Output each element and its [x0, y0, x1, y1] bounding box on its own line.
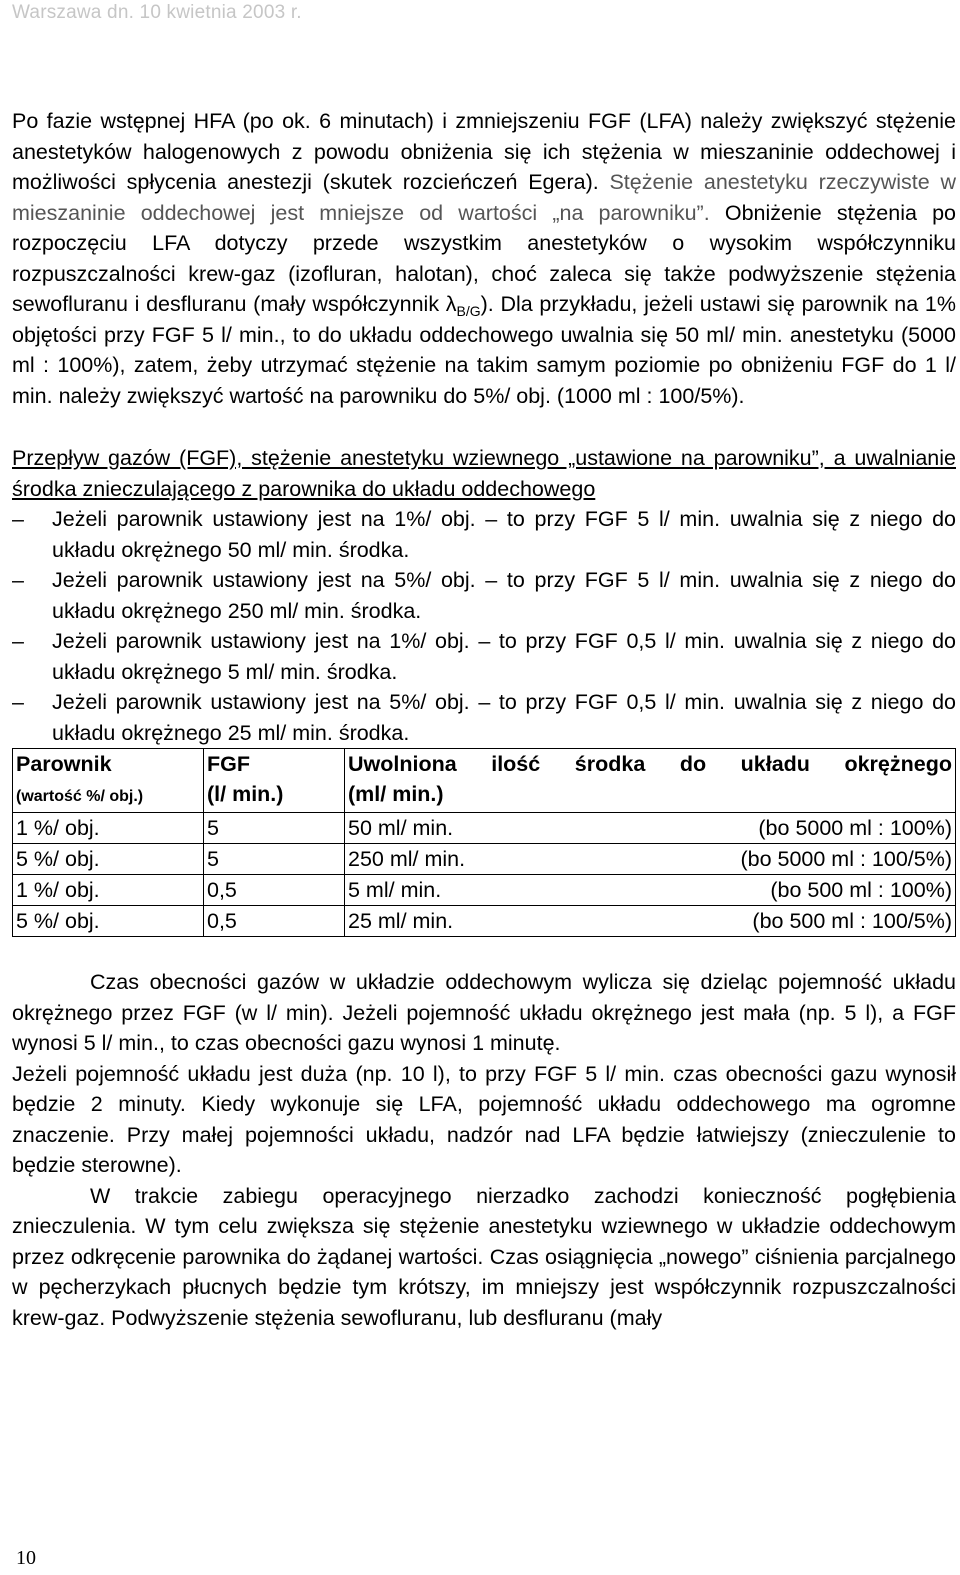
dash-bullet: –: [12, 568, 24, 592]
amount-value: 25 ml/ min.: [348, 909, 454, 933]
cell-fgf: 5: [204, 844, 345, 875]
cell-vaporizer: 1 %/ obj.: [13, 813, 204, 844]
dash-bullet: –: [12, 507, 24, 531]
header-sublabel: (wartość %/ obj.): [16, 788, 144, 805]
list-item-text: Jeżeli parownik ustawiony jest na 5%/ obj. – to przy FGF 0,5 l/ min. uwalnia się z niego do układu okrężnego 25 ml/ min. środka.: [52, 690, 956, 745]
section-title: Przepływ gazów (FGF), stężenie anestetyku wziewnego „ustawione na parowniku”, a uwalnianie środka znieczulającego z parownika do układu oddechowego: [12, 446, 956, 501]
cell-vaporizer: 5 %/ obj.: [13, 844, 204, 875]
paragraph-residence-time: Czas obecności gazów w układzie oddechowym wylicza się dzieląc pojemność układu okrężnego przez FGF (w l/ min). Jeżeli pojemność układu okrężnego jest mała (np. 5 l), a FGF wynosi 5 l/ min., to czas obecności gazu wynosi 1 minutę.: [12, 970, 956, 1055]
amount-value: 5 ml/ min.: [348, 878, 442, 902]
amount-value: 250 ml/ min.: [348, 847, 466, 871]
table-row: [13, 844, 956, 875]
cell-amount: [345, 813, 956, 844]
spacer: [12, 937, 956, 967]
header-label: FGF: [207, 752, 250, 776]
header-sublabel: (ml/ min.): [348, 782, 444, 806]
cell-vaporizer: 1 %/ obj.: [13, 875, 204, 906]
document-body: [12, 106, 956, 1333]
paragraph-gray-text: Stężenie anestetyku rzeczywiste w mieszaninie oddechowej jest mniejsze od wartości „na parowniku”.: [12, 170, 956, 225]
cell-fgf: 0,5: [204, 875, 345, 906]
cell-fgf: 5: [204, 813, 345, 844]
header-cell-fgf: [204, 749, 345, 813]
amount-note: (bo 5000 ml : 100%): [758, 816, 952, 840]
list-item: [12, 626, 956, 687]
table-row: [13, 875, 956, 906]
list-item-text: Jeżeli parownik ustawiony jest na 1%/ obj. – to przy FGF 0,5 l/ min. uwalnia się z niego do układu okrężnego 5 ml/ min. środka.: [52, 629, 956, 684]
cell-vaporizer: 5 %/ obj.: [13, 906, 204, 937]
list-item: [12, 504, 956, 565]
lambda-subscript: B/G: [456, 303, 481, 319]
table-row: [13, 813, 956, 844]
header-cell-vaporizer: [13, 749, 204, 813]
list-item: [12, 687, 956, 748]
dash-bullet: –: [12, 690, 24, 714]
list-item: [12, 565, 956, 626]
spacer: [12, 411, 956, 443]
page-number: 10: [16, 1547, 36, 1569]
vaporizer-table: [12, 748, 956, 937]
cell-amount: [345, 906, 956, 937]
paragraph-text: ). Dla przykładu, jeżeli ustawi się parownik na 1% objętości przy FGF 5 l/ min., to do układu oddechowego uwalnia się 50 ml/ min. anestetyku (5000 ml : 100%), zatem, żeby utrzymać stężenie na takim samym poziomie po obniżeniu FGF do 1 l/ min. należy zwiększyć wartość na parowniku do 5%/ obj. (1000 ml : 100/5%).: [12, 292, 956, 408]
document-header: Warszawa dn. 10 kwietnia 2003 r.: [12, 2, 302, 23]
amount-note: (bo 500 ml : 100%): [770, 878, 952, 902]
list-item-text: Jeżeli parownik ustawiony jest na 1%/ obj. – to przy FGF 5 l/ min. uwalnia się z niego do układu okrężnego 50 ml/ min. środka.: [52, 507, 956, 562]
paragraph-text: Po fazie wstępnej HFA (po ok. 6 minutach) i zmniejszeniu FGF (LFA) należy zwiększyć stężenie anestetyków halogenowych z powodu obniżenia się ich stężenia w mieszaninie oddechowej i możliwości spłycenia anestezji (skutek rozcieńczeń Egera).: [12, 109, 956, 194]
cell-amount: [345, 844, 956, 875]
cell-amount: [345, 875, 956, 906]
header-label: Parownik: [16, 752, 112, 776]
dash-list: [12, 504, 956, 748]
dash-bullet: –: [12, 629, 24, 653]
amount-note: (bo 500 ml : 100/5%): [752, 909, 952, 933]
paragraph-lfa-intro: [12, 106, 956, 411]
paragraph-deepening: W trakcie zabiegu operacyjnego nierzadko zachodzi konieczność pogłębienia znieczulenia. W tym celu zwiększa się stężenie anestetyku wziewnego w układzie oddechowym przez odkręcenie parownika do żądanej wartości. Czas osiągnięcia „nowego” ciśnienia parcjalnego w pęcherzykach płucnych będzie tym krótszy, im mniejszy jest współczynnik rozpuszczalności krew-gaz. Podwyższenie stężenia sewofluranu, lub desfluranu (mały: [12, 1183, 956, 1330]
list-item-text: Jeżeli parownik ustawiony jest na 5%/ obj. – to przy FGF 5 l/ min. uwalnia się z niego do układu okrężnego 250 ml/ min. środka.: [52, 568, 956, 623]
header-sublabel: (l/ min.): [207, 782, 284, 806]
cell-fgf: 0,5: [204, 906, 345, 937]
amount-note: (bo 5000 ml : 100/5%): [740, 847, 952, 871]
header-cell-amount: [345, 749, 956, 813]
header-label: Uwolniona ilość środka do układu okrężnego: [348, 752, 952, 776]
paragraph-text: Obniżenie stężenia po rozpoczęciu LFA dotyczy przede wszystkim anestetyków o wysokim współczynniku rozpuszczalności krew-gaz (izofluran, halotan), choć zaleca się także podwyższenie stężenia sewofluranu i desfluranu (mały współczynnik λ: [12, 200, 957, 316]
table-header-row: [13, 749, 956, 813]
table-row: [13, 906, 956, 937]
amount-value: 50 ml/ min.: [348, 816, 454, 840]
paragraph-large-volume: Jeżeli pojemność układu jest duża (np. 10 l), to przy FGF 5 l/ min. czas obecności gazu wynosił będzie 2 minuty. Kiedy wykonuje się LFA, pojemność układu oddechowego ma ogromne znaczenie. Przy małej pojemności układu, nadzór nad LFA będzie łatwiejszy (znieczulenie to będzie sterowne).: [12, 1061, 956, 1177]
